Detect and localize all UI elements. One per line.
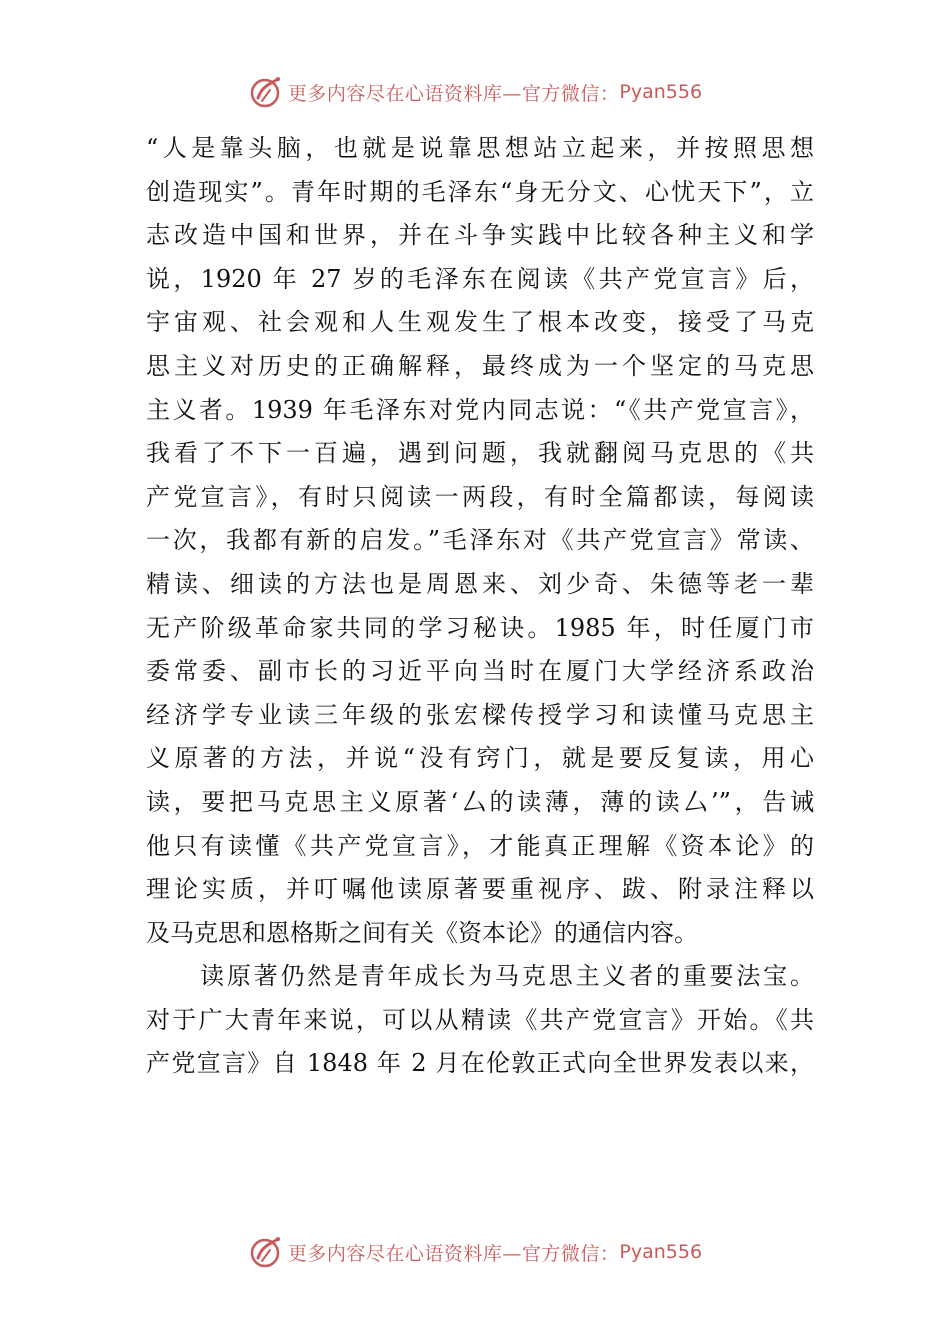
text-line: 宇宙观、社会观和人生观发生了根本改变，接受了马克 — [146, 308, 814, 337]
text-line: 对于广大青年来说，可以从精读《共产党宣言》开始。《共 — [146, 1005, 814, 1034]
text-line: 读，要把马克思主义原著‘厶的读薄，薄的读厶’”，告诫 — [146, 787, 814, 816]
text-line: 经济学专业读三年级的张宏樑传授学习和读懂马克思主 — [146, 700, 814, 729]
text-line: 产党宣言》自 1848 年 2 月在伦敦正式向全世界发表以来， — [146, 1049, 814, 1078]
text-line: 及马克思和恩格斯之间有关《资本论》的通信内容。 — [146, 918, 698, 947]
header-banner — [0, 72, 950, 112]
text-line: 我看了不下一百遍，遇到问题，我就翻阅马克思的《共 — [146, 439, 814, 468]
document-body — [146, 127, 814, 1086]
footer-banner — [0, 1232, 950, 1272]
footer-banner-wechat-id: Pyan556 — [619, 1241, 703, 1263]
text-line: 义原著的方法，并说“没有窍门，就是要反复读，用心 — [146, 744, 814, 773]
text-line: 他只有读懂《共产党宣言》，才能真正理解《资本论》的 — [146, 831, 814, 860]
text-line: “人是靠头脑，也就是说靠思想站立起来，并按照思想 — [146, 134, 814, 162]
text-line: 无产阶级革命家共同的学习秘诀。1985 年，时任厦门市 — [146, 613, 814, 642]
footer-banner-text: 更多内容尽在心语资料库—官方微信： — [287, 1242, 620, 1265]
text-line: 志改造中国和世界，并在斗争实践中比较各种主义和学 — [146, 221, 814, 250]
text-line: 主义者。1939 年毛泽东对党内同志说：“《共产党宣言》， — [146, 395, 814, 424]
text-line: 一次，我都有新的启发。”毛泽东对《共产党宣言》常读、 — [146, 526, 814, 555]
text-line: 产党宣言》，有时只阅读一两段，有时全篇都读，每阅读 — [146, 482, 814, 511]
text-line: 思主义对历史的正确解释，最终成为一个坚定的马克思 — [146, 351, 814, 380]
logo-icon — [248, 74, 284, 110]
text-line: 理论实质，并叮嘱他读原著要重视序、跋、附录注释以 — [146, 875, 814, 904]
text-line: 委常委、副市长的习近平向当时在厦门大学经济系政治 — [146, 657, 814, 686]
text-line: 创造现实”。青年时期的毛泽东“身无分文、心忧天下”，立 — [146, 177, 814, 206]
text-line: 说，1920 年 27 岁的毛泽东在阅读《共产党宣言》后， — [146, 264, 814, 293]
header-banner-text: 更多内容尽在心语资料库—官方微信： — [287, 82, 620, 105]
text-line: 精读、细读的方法也是周恩来、刘少奇、朱德等老一辈 — [146, 569, 814, 598]
logo-icon — [248, 1234, 284, 1270]
header-banner-wechat-id: Pyan556 — [619, 81, 703, 103]
text-line: 读原著仍然是青年成长为马克思主义者的重要法宝。 — [200, 962, 814, 991]
